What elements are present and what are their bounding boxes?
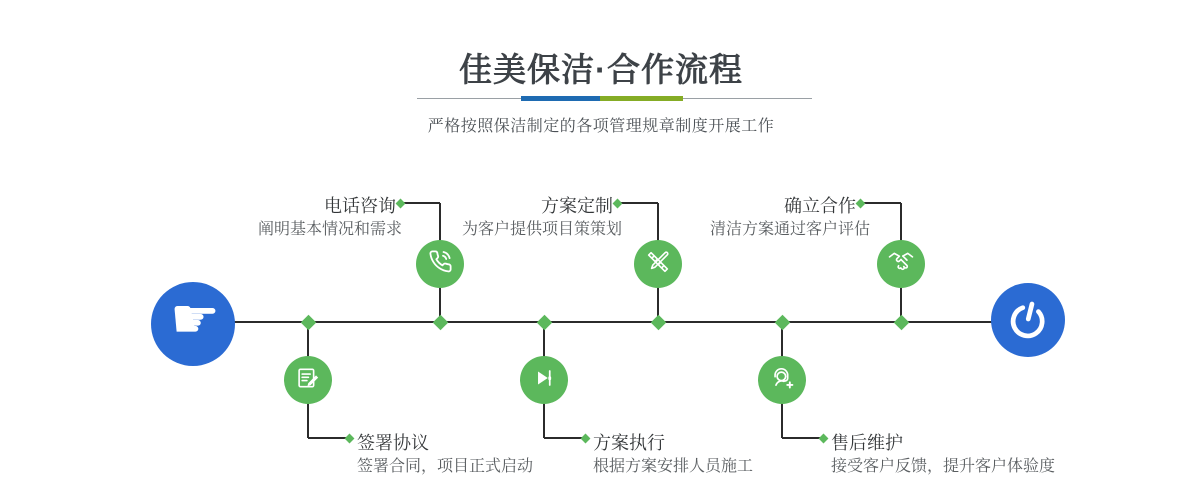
step3-desc: 清洁方案通过客户评估 [710, 221, 871, 238]
step5-timeline-diamond [536, 314, 552, 330]
power-icon [1003, 295, 1054, 346]
step4-node [284, 356, 332, 404]
step5-desc: 根据方案安排人员施工 [593, 458, 754, 475]
step2-timeline-diamond [650, 314, 666, 330]
divider-accent-green [600, 96, 683, 101]
step6-bullet-diamond [818, 433, 828, 443]
step1-bullet-diamond [395, 198, 405, 208]
step2-elbow [619, 202, 658, 204]
step4-desc: 签署合同，项目正式启动 [357, 458, 534, 475]
step3-timeline-diamond [893, 314, 909, 330]
step1-elbow [402, 202, 440, 204]
contract-icon [295, 365, 321, 396]
step6-desc: 接受客户反馈，提升客户体验度 [831, 458, 1056, 475]
step2-bullet-diamond [612, 198, 622, 208]
divider-accent-blue [521, 96, 600, 101]
step4-bullet-diamond [344, 433, 354, 443]
step3-title: 确立合作 [784, 196, 856, 216]
step2-title: 方案定制 [541, 196, 613, 216]
step6-node [758, 356, 806, 404]
page-title: 佳美保洁·合作流程 [459, 51, 743, 88]
step4-title: 签署协议 [357, 433, 429, 453]
step2-node [634, 240, 682, 288]
step1-desc: 阐明基本情况和需求 [258, 221, 403, 238]
headset-plus-icon [769, 364, 796, 396]
step5-bullet-diamond [580, 433, 590, 443]
step6-title: 售后维护 [831, 433, 903, 453]
step6-elbow [782, 437, 820, 439]
phone-icon [427, 248, 454, 280]
step5-title: 方案执行 [593, 433, 665, 453]
step1-timeline-diamond [432, 314, 448, 330]
pencil-ruler-icon [645, 249, 671, 280]
step3-node [877, 240, 925, 288]
step3-bullet-diamond [855, 198, 865, 208]
step4-elbow [308, 437, 346, 439]
end-node [991, 283, 1065, 357]
handshake-icon [887, 248, 915, 281]
step1-title: 电话咨询 [324, 196, 396, 216]
step1-node [416, 240, 464, 288]
pointing-hand-icon: ☛ [169, 287, 221, 352]
step2-desc: 为客户提供项目策策划 [462, 221, 623, 238]
start-node [151, 282, 235, 366]
step6-timeline-diamond [774, 314, 790, 330]
page-subtitle: 严格按照保洁制定的各项管理规章制度开展工作 [427, 118, 775, 135]
timeline-line [228, 321, 996, 323]
step5-node [520, 356, 568, 404]
step3-elbow [862, 202, 901, 204]
step4-timeline-diamond [300, 314, 316, 330]
step5-elbow [544, 437, 582, 439]
play-icon [531, 365, 557, 396]
